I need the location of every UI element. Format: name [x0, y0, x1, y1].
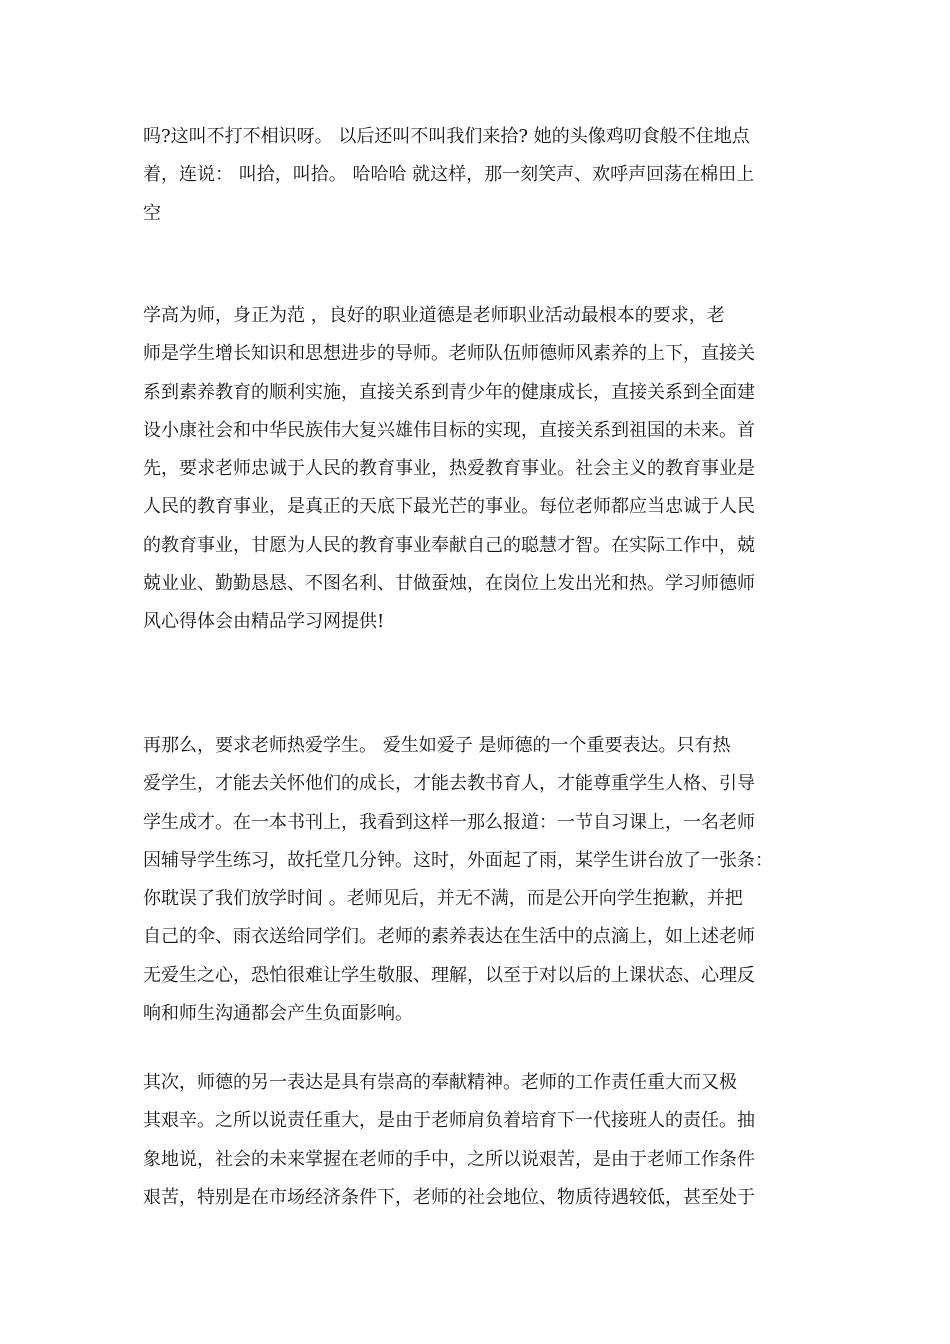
- text-line: 其次，师德的另一表达是具有崇高的奉献精神。老师的工作责任重大而又极: [143, 1072, 737, 1093]
- text-line: 空: [143, 202, 161, 224]
- text-line: 学高为师，身正为范 ，良好的职业道德是老师职业活动最根本的要求，老: [143, 305, 725, 326]
- text-line: 设小康社会和中华民族伟大复兴雄伟目标的实现，直接关系到祖国的未来。首: [143, 419, 755, 441]
- text-line: 学生成才。在一本书刊上，我看到这样一那么报道：一节自习课上，一名老师: [143, 811, 755, 833]
- text-line: 再那么，要求老师热爱学生。 爱生如爱子 是师德的一个重要表达。只有热: [143, 735, 731, 756]
- text-line: 系到素养教育的顺利实施，直接关系到青少年的健康成长，直接关系到全面建: [143, 381, 755, 403]
- text-line: 无爱生之心，恐怕很难让学生敬服、理解，以至于对以后的上课状态、心理反: [143, 964, 755, 986]
- text-line: 吗?这叫不打不相识呀。 以后还叫不叫我们来拾? 她的头像鸡叨食般不住地点: [143, 126, 750, 147]
- text-line: 响和师生沟通都会产生负面影响。: [143, 1003, 413, 1025]
- text-line: 艰苦，特别是在市场经济条件下，老师的社会地位、物质待遇较低，甚至处于: [143, 1186, 755, 1208]
- text-line: 兢业业、勤勤恳恳、不图名利、甘做蚕烛，在岗位上发出光和热。学习师德师: [143, 573, 755, 595]
- paragraph-4: [143, 1064, 813, 1217]
- text-line: 爱学生，才能去关怀他们的成长，才能去教书育人，才能尊重学生人格、引导: [143, 773, 755, 795]
- text-line: 着，连说： 叫拾，叫拾。 哈哈哈 就这样，那一刻笑声、欢呼声回荡在棉田上: [143, 164, 755, 186]
- text-line: 自己的伞、雨衣送给同学们。老师的素养表达在生活中的点滴上，如上述老师: [143, 926, 755, 948]
- text-line: 象地说，社会的未来掌握在老师的手中，之所以说艰苦，是由于老师工作条件: [143, 1148, 755, 1170]
- paragraph-3: [143, 727, 813, 1033]
- text-line: 先，要求老师忠诚于人民的教育事业，热爱教育事业。社会主义的教育事业是: [143, 458, 755, 480]
- paragraph-1: [143, 118, 813, 233]
- text-line: 人民的教育事业，是真正的天底下最光芒的事业。每位老师都应当忠诚于人民: [143, 496, 755, 518]
- text-line: 你耽误了我们放学时间 。老师见后，并无不满，而是公开向学生抱歉，并把: [143, 888, 743, 910]
- text-line: 风心得体会由精品学习网提供!: [143, 611, 385, 633]
- paragraph-2: [143, 297, 813, 642]
- text-line: 的教育事业，甘愿为人民的教育事业奉献自己的聪慧才智。在实际工作中，兢: [143, 534, 755, 556]
- text-line: 其艰辛。之所以说责任重大，是由于老师肩负着培育下一代接班人的责任。抽: [143, 1110, 755, 1132]
- text-line: 因辅导学生练习，故托堂几分钟。这时，外面起了雨，某学生讲台放了一张条：: [143, 849, 773, 871]
- text-line: 师是学生增长知识和思想进步的导师。老师队伍师德师风素养的上下，直接关: [143, 343, 755, 365]
